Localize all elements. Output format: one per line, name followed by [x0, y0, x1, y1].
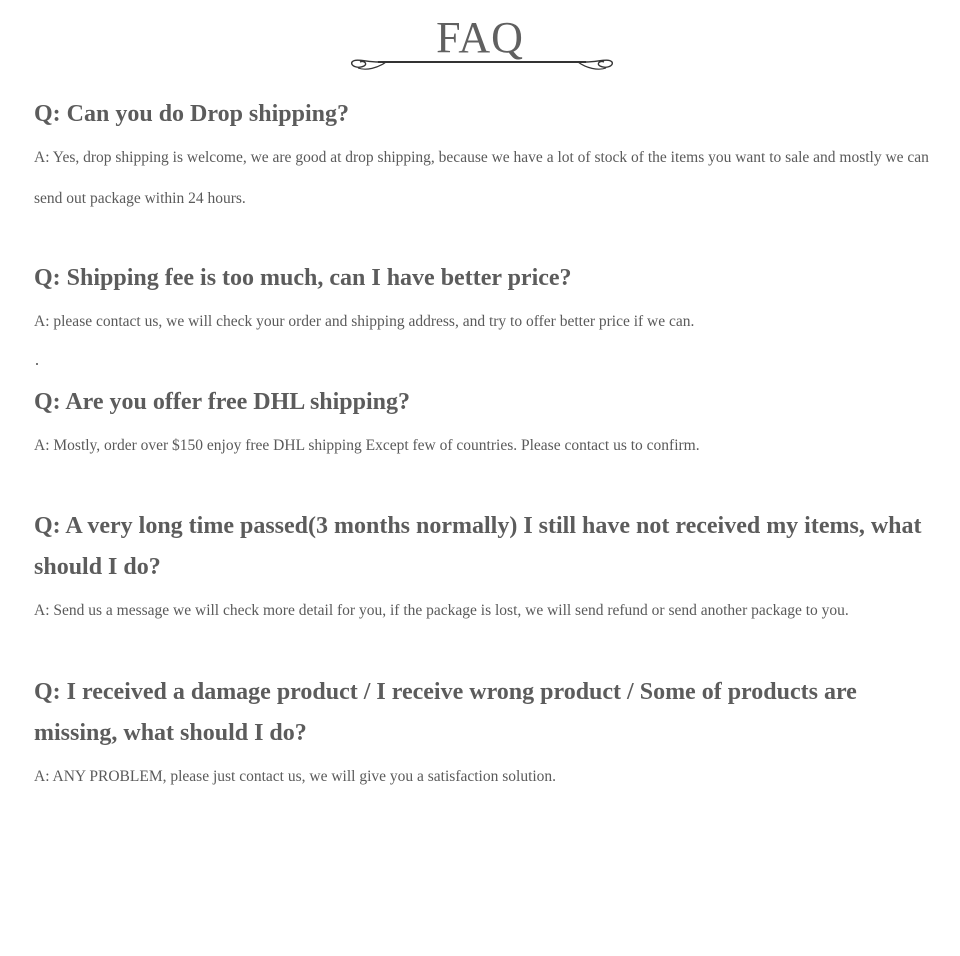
- stray-dot: [36, 363, 38, 365]
- faq-item: [34, 382, 934, 466]
- faq-answer: A: please contact us, we will check your order and shipping address, and try to offer better price if we can.: [34, 313, 695, 330]
- faq-item: [34, 258, 934, 342]
- faq-answer: A: ANY PROBLEM, please just contact us, we will give you a satisfaction solution.: [34, 768, 557, 785]
- faq-answer: A: Yes, drop shipping is welcome, we are good at drop shipping, because we have a lot of stock of the items you want to sale and mostly we can send out package within 24 hours.: [34, 149, 929, 207]
- faq-answer: A: Send us a message we will check more detail for you, if the package is lost, we will send refund or send another package to you.: [34, 602, 849, 619]
- faq-question: Q: Can you do Drop shipping?: [34, 101, 349, 127]
- faq-question: Q: A very long time passed(3 months normally) I still have not received my items, what should I do?: [34, 513, 922, 580]
- faq-question: Q: Shipping fee is too much, can I have better price?: [34, 265, 572, 291]
- title-ornament-icon: [348, 52, 616, 74]
- faq-item: [34, 672, 934, 797]
- faq-answer: A: Mostly, order over $150 enjoy free DHL shipping Except few of countries. Please contact us to confirm.: [34, 437, 700, 454]
- faq-item: [34, 506, 934, 631]
- faq-item: [34, 94, 934, 219]
- faq-question: Q: Are you offer free DHL shipping?: [34, 389, 411, 415]
- faq-question: Q: I received a damage product / I receive wrong product / Some of products are missing, what should I do?: [34, 679, 857, 746]
- page-title: FAQ: [436, 13, 524, 62]
